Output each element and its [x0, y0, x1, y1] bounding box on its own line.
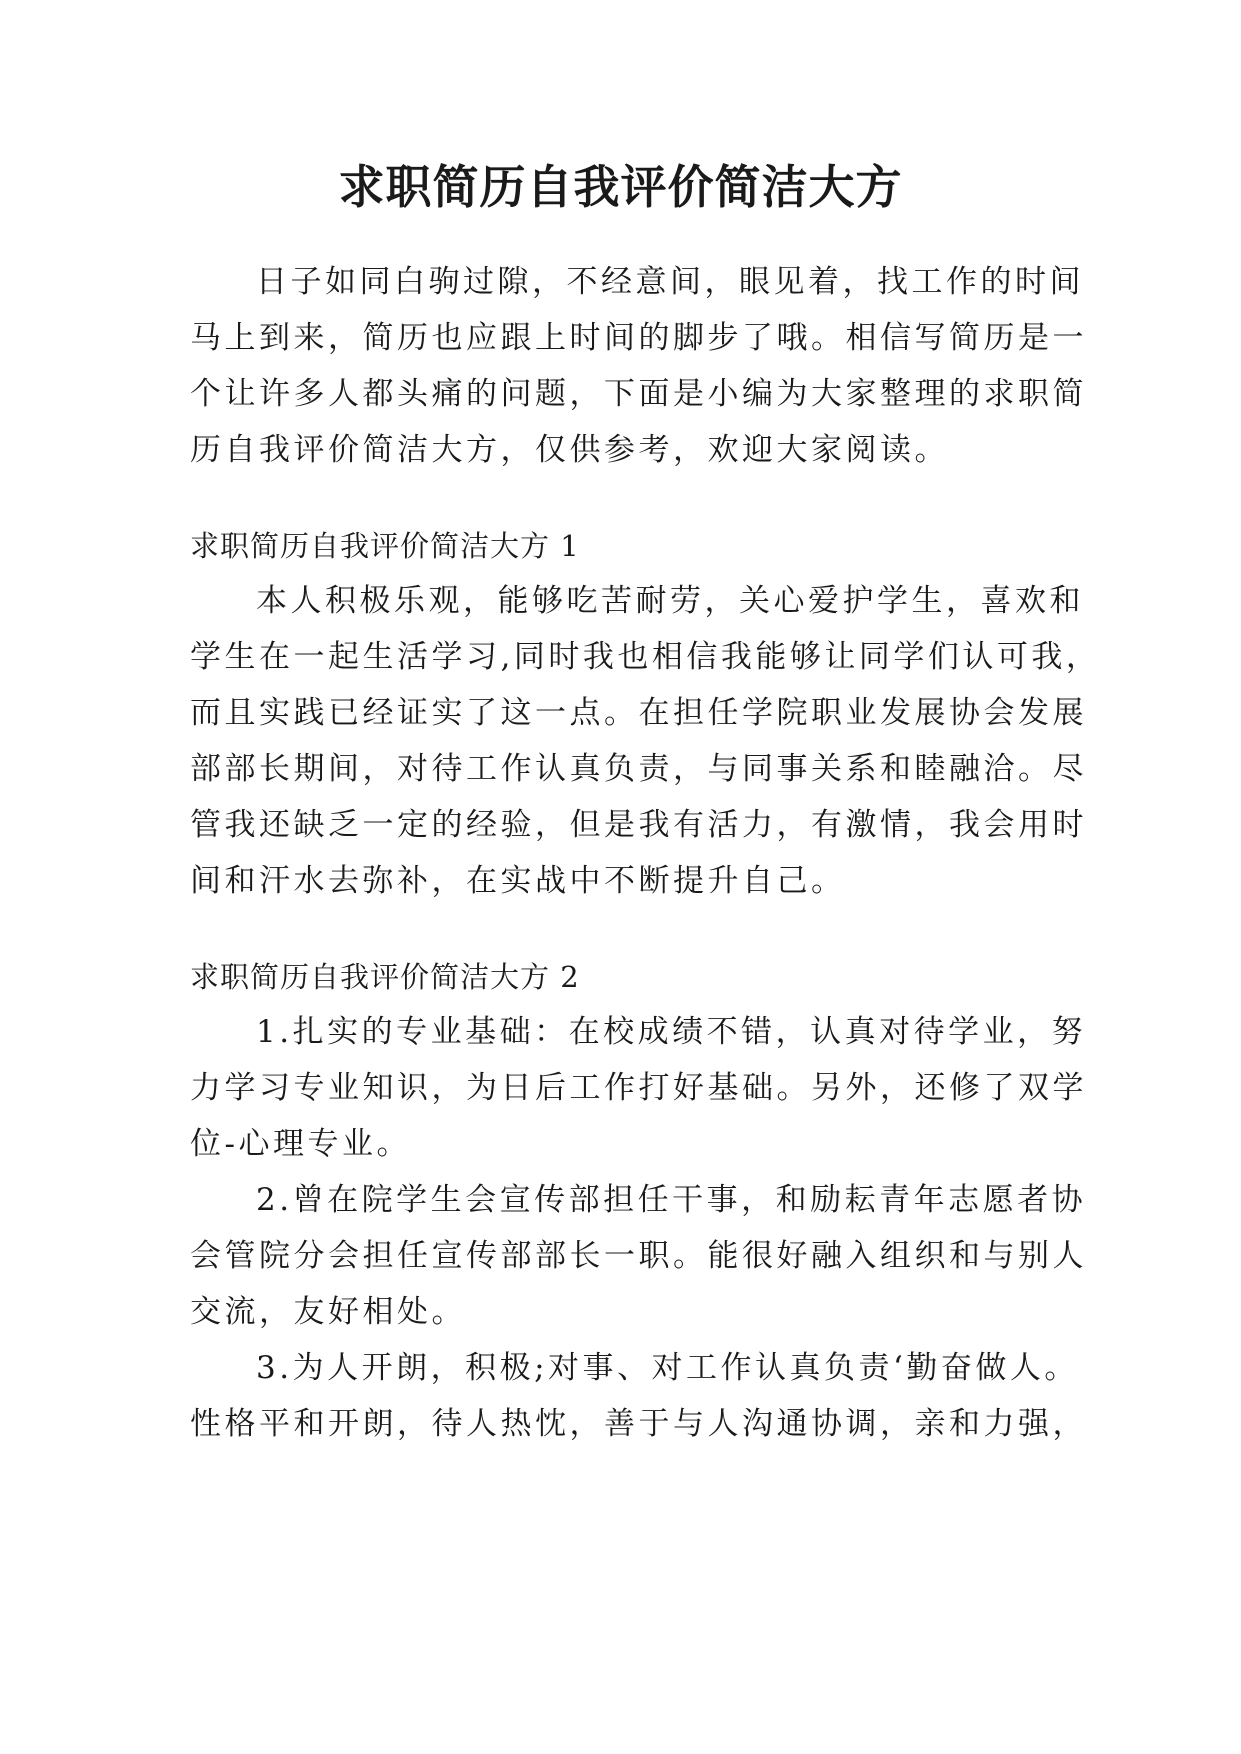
intro-line: 历自我评价简洁大方，仅供参考，欢迎大家阅读。 [190, 432, 949, 468]
paragraph-line: 部部长期间，对待工作认真负责，与同事关系和睦融洽。尽 [190, 751, 1087, 787]
list-item-line: 力学习专业知识，为日后工作打好基础。另外，还修了双学 [190, 1070, 1087, 1106]
page-title: 求职简历自我评价简洁大方 [338, 160, 903, 214]
list-item-line: 位-心理专业。 [190, 1126, 411, 1162]
section-heading: 求职简历自我评价简洁大方 2 [190, 960, 580, 994]
paragraph-line: 学生在一起生活学习,同时我也相信我能够让同学们认可我， [190, 639, 1101, 675]
list-item-line: 交流，友好相处。 [190, 1294, 466, 1330]
list-item-line: 2.曾在院学生会宣传部担任干事，和励耘青年志愿者协 [256, 1182, 1087, 1218]
intro-line: 日子如同白驹过隙，不经意间，眼见着，找工作的时间 [256, 264, 1084, 300]
paragraph-line: 间和汗水去弥补，在实战中不断提升自己。 [190, 863, 846, 899]
list-item-line: 性格平和开朗，待人热忱，善于与人沟通协调，亲和力强， [190, 1406, 1087, 1442]
list-item-line: 1.扎实的专业基础：在校成绩不错，认真对待学业，努 [256, 1014, 1087, 1050]
paragraph-line: 本人积极乐观，能够吃苦耐劳，关心爱护学生，喜欢和 [256, 583, 1084, 619]
list-item-line: 3.为人开朗，积极;对事、对工作认真负责‘勤奋做人。 [256, 1350, 1079, 1386]
section-heading: 求职简历自我评价简洁大方 1 [190, 529, 580, 563]
paragraph-line: 管我还缺乏一定的经验，但是我有活力，有激情，我会用时 [190, 807, 1087, 843]
intro-line: 个让许多人都头痛的问题，下面是小编为大家整理的求职简 [190, 376, 1087, 412]
intro-line: 马上到来，简历也应跟上时间的脚步了哦。相信写简历是一 [190, 320, 1087, 356]
list-item-line: 会管院分会担任宣传部部长一职。能很好融入组织和与别人 [190, 1238, 1087, 1274]
paragraph-line: 而且实践已经证实了这一点。在担任学院职业发展协会发展 [190, 695, 1087, 731]
